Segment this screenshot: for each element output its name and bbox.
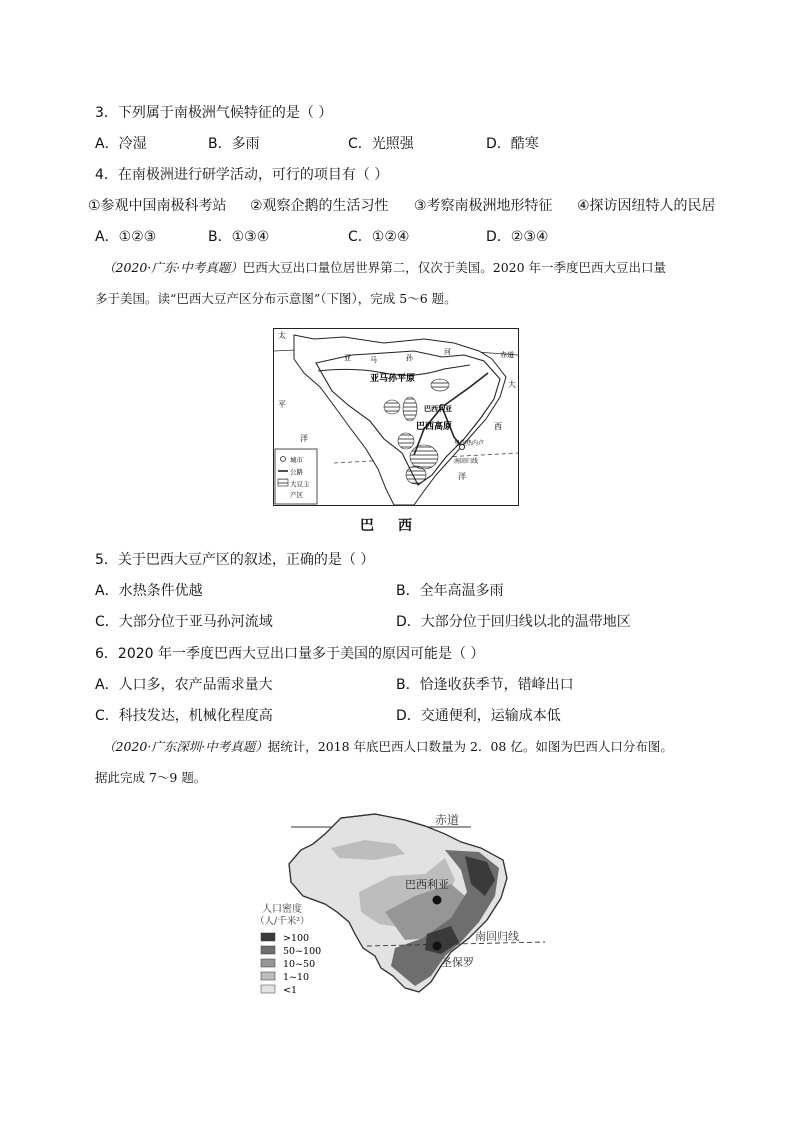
q3-option-a[interactable]: A．冷湿 bbox=[95, 136, 147, 152]
map2-label-brasilia: 巴西利亚 bbox=[405, 878, 449, 891]
intro-5-6-line1 bbox=[103, 259, 666, 277]
legend-area: 产区 bbox=[290, 491, 303, 499]
soy-zone-2 bbox=[403, 397, 417, 421]
label-ya: 亚 bbox=[344, 354, 351, 362]
map2-label-equator: 赤道 bbox=[435, 813, 460, 827]
label-sun: 孙 bbox=[406, 354, 413, 362]
intro-5-6-text: 巴西大豆出口量位居世界第二，仅次于美国。2020 年一季度巴西大豆出口量 bbox=[242, 260, 667, 275]
q5-option-c[interactable]: C．大部分位于亚马孙河流域 bbox=[95, 614, 273, 630]
label-yang-w: 洋 bbox=[300, 434, 308, 443]
label-he: 河 bbox=[444, 348, 451, 356]
intro-7-9-line1 bbox=[103, 738, 673, 756]
legend-label-50-100: 50~100 bbox=[283, 946, 322, 957]
q4-item-2: ②观察企鹅的生活习性 bbox=[250, 198, 389, 214]
label-tai: 太 bbox=[278, 331, 286, 340]
q6-option-c[interactable]: C．科技发达，机械化程度高 bbox=[95, 708, 273, 724]
brazil-soybean-map bbox=[273, 328, 519, 506]
soy-zone-5 bbox=[410, 445, 438, 469]
q3-option-b[interactable]: B．多雨 bbox=[208, 136, 260, 152]
soy-zone-6 bbox=[406, 466, 426, 484]
legend-swatch-lt1 bbox=[261, 985, 275, 993]
brazil-population-map-svg bbox=[255, 800, 555, 1000]
map2-legend-title: 人口密度 bbox=[262, 904, 302, 915]
label-equator: 赤道 bbox=[500, 351, 514, 359]
label-yang-e: 洋 bbox=[458, 472, 466, 481]
label-amazon-plain: 亚马孙平原 bbox=[370, 374, 416, 384]
legend-label-10-50: 10~50 bbox=[283, 959, 316, 970]
map2-brasilia-dot bbox=[433, 896, 442, 905]
label-xi: 西 bbox=[494, 422, 502, 431]
q5-option-d[interactable]: D．大部分位于回归线以北的温带地区 bbox=[396, 614, 631, 630]
q4-option-a[interactable]: A．①②③ bbox=[95, 229, 157, 245]
q4-item-4: ④探访因纽特人的民居 bbox=[577, 198, 716, 214]
soy-zone-3 bbox=[431, 379, 449, 391]
q4-option-d[interactable]: D．②③④ bbox=[486, 229, 549, 245]
intro-7-9-text: 据统计，2018 年底巴西人口数量为 2．08 亿。如图为巴西人口分布图。 bbox=[267, 739, 673, 754]
intro-7-9-source: （2020·广东深圳·中考真题） bbox=[103, 739, 268, 754]
soy-zone-4 bbox=[398, 433, 414, 449]
q5-option-b[interactable]: B．全年高温多雨 bbox=[396, 583, 504, 599]
brazil-population-map bbox=[255, 800, 555, 1000]
legend-road: 公路 bbox=[290, 468, 303, 476]
q4-option-b[interactable]: B．①③④ bbox=[208, 229, 270, 245]
q4-option-c[interactable]: C．①②④ bbox=[348, 229, 410, 245]
label-plateau: 巴西高原 bbox=[416, 422, 453, 432]
legend-swatch-50-100 bbox=[261, 946, 275, 954]
legend-swatch-gt100 bbox=[261, 933, 275, 941]
legend-soy-symbol bbox=[278, 479, 288, 486]
q4-item-3: ③考察南极洲地形特征 bbox=[414, 198, 553, 214]
label-rio: 里约热内卢 bbox=[454, 440, 485, 447]
legend-label-1-10: 1~10 bbox=[283, 972, 310, 983]
label-brasilia: 巴西利亚 bbox=[424, 405, 452, 413]
q6-option-d[interactable]: D．交通便利，运输成本低 bbox=[396, 708, 561, 724]
q3-option-d[interactable]: D．酷寒 bbox=[486, 136, 539, 152]
map2-label-tropic: 南回归线 bbox=[475, 930, 519, 943]
legend-swatch-1-10 bbox=[261, 972, 275, 980]
label-da: 大 bbox=[508, 380, 516, 389]
label-ma: 马 bbox=[370, 356, 377, 364]
map2-label-saopaulo: 圣保罗 bbox=[441, 956, 474, 969]
legend-city-symbol bbox=[281, 457, 286, 462]
map2-legend-unit: （人/千米²） bbox=[255, 916, 310, 927]
q5-option-a[interactable]: A．水热条件优越 bbox=[95, 583, 203, 599]
brazil-soybean-map-svg bbox=[274, 329, 518, 505]
legend-label-lt1: <1 bbox=[283, 985, 298, 996]
map1-caption: 巴西 bbox=[360, 518, 436, 534]
intro-7-9-line2: 据此完成 7～9 题。 bbox=[95, 770, 207, 785]
soy-zone-1 bbox=[384, 400, 400, 414]
question-3-stem: 3．下列属于南极洲气候特征的是（ ） bbox=[95, 105, 333, 121]
map2-saopaulo-dot bbox=[433, 942, 442, 951]
intro-5-6-source: （2020·广东·中考真题） bbox=[103, 260, 243, 275]
legend-label-gt100: >100 bbox=[283, 933, 310, 944]
label-ping: 平 bbox=[278, 400, 286, 409]
question-6-stem: 6．2020 年一季度巴西大豆出口量多于美国的原因可能是（ ） bbox=[95, 646, 485, 662]
legend-swatch-10-50 bbox=[261, 959, 275, 967]
q3-option-c[interactable]: C．光照强 bbox=[348, 136, 414, 152]
q6-option-a[interactable]: A．人口多，农产品需求量大 bbox=[95, 677, 273, 693]
q6-option-b[interactable]: B．恰逢收获季节，错峰出口 bbox=[396, 677, 574, 693]
question-5-stem: 5．关于巴西大豆产区的叙述，正确的是（ ） bbox=[95, 552, 375, 568]
label-tropic: 南回归线 bbox=[454, 458, 479, 465]
question-4-stem: 4．在南极洲进行研学活动，可行的项目有（ ） bbox=[95, 167, 389, 183]
intro-5-6-line2: 多于美国。读“巴西大豆产区分布示意图”（下图），完成 5～6 题。 bbox=[95, 291, 457, 306]
legend-soy: 大豆主 bbox=[290, 480, 310, 488]
legend-city: 城市 bbox=[290, 456, 303, 464]
q4-item-1: ①参观中国南极科考站 bbox=[88, 198, 227, 214]
